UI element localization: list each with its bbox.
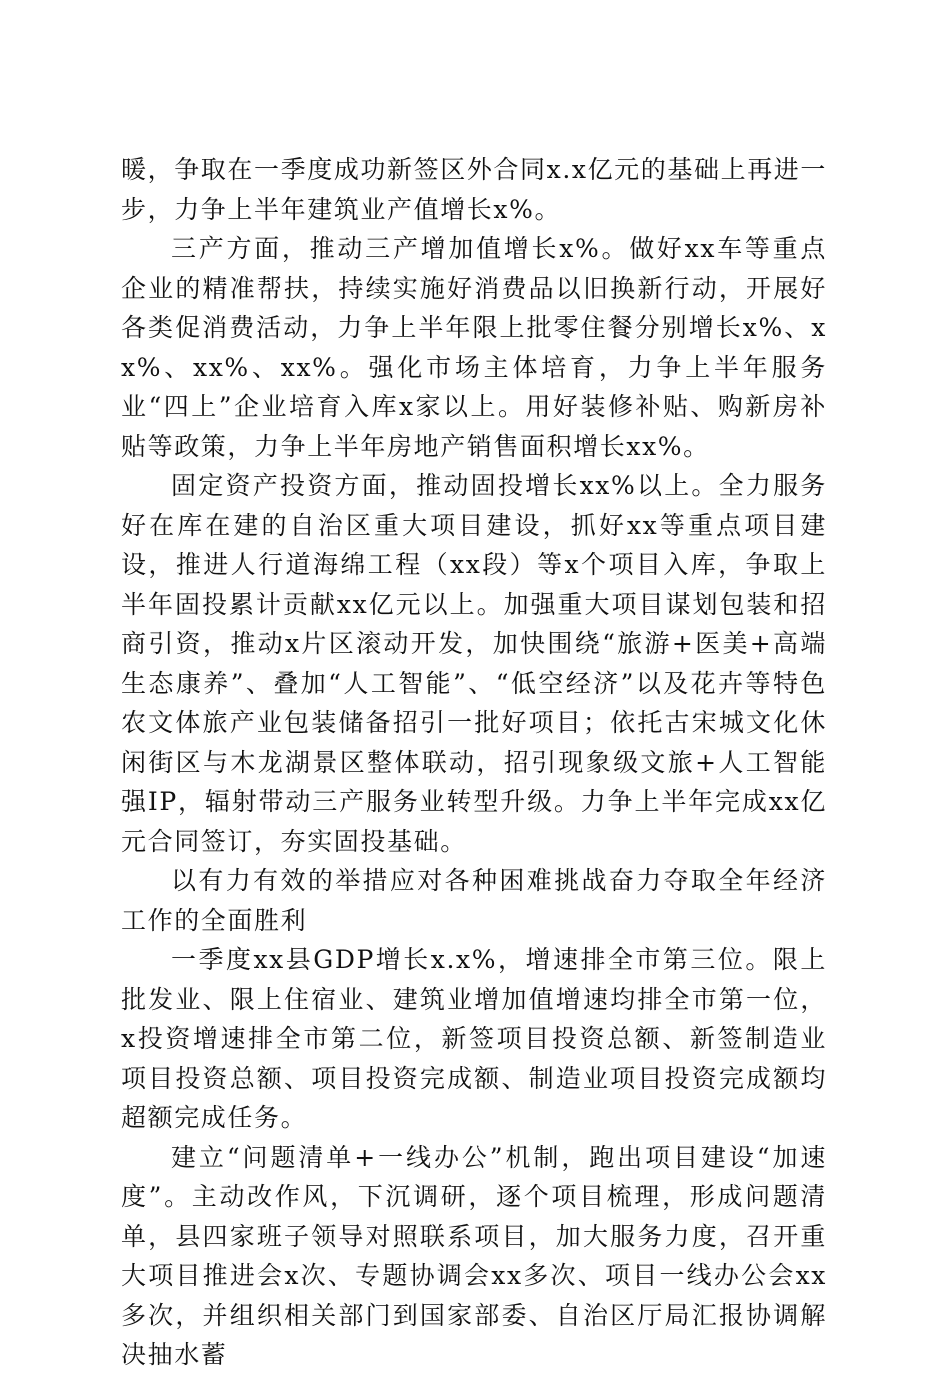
- paragraph-section-heading: 以有力有效的举措应对各种困难挑战奋力夺取全年经济工作的全面胜利: [121, 866, 827, 935]
- paragraph-first-quarter-gdp: 一季度xx县GDP增长x.x%，增速排全市第三位。限上批发业、限上住宿业、建筑业增加值增速均排全市第一位，x投资增速排全市第二位，新签项目投资总额、新签制造业项目投资总额、项目投资完成额、制造业项目投资完成额均超额完成任务。: [121, 945, 827, 1132]
- paragraph-continued-construction: 暖，争取在一季度成功新签区外合同x.x亿元的基础上再进一步，力争上半年建筑业产值增长x%。: [121, 155, 827, 224]
- paragraph-fixed-asset-investment: 固定资产投资方面，推动固投增长xx%以上。全力服务好在库在建的自治区重大项目建设，抓好xx等重点项目建设，推进人行道海绵工程（xx段）等x个项目入库，争取上半年固投累计贡献xx亿元以上。加强重大项目谋划包装和招商引资，推动x片区滚动开发，加快围绕“旅游+医美+高端生态康养”、叠加“人工智能”、“低空经济”以及花卉等特色农文体旅产业包装储备招引一批好项目；依托古宋城文化休闲街区与木龙湖景区整体联动，招引现象级文旅+人工智能强IP，辐射带动三产服务业转型升级。力争上半年完成xx亿元合同签订，夯实固投基础。: [121, 471, 827, 856]
- paragraph-problem-list-mechanism: 建立“问题清单+一线办公”机制，跑出项目建设“加速度”。主动改作风，下沉调研，逐个项目梳理，形成问题清单，县四家班子领导对照联系项目，加大服务力度，召开重大项目推进会x次、专题协调会xx多次、项目一线办公会xx多次，并组织相关部门到国家部委、自治区厅局汇报协调解决抽水蓄: [121, 1142, 827, 1369]
- paragraph-tertiary-industry: 三产方面，推动三产增加值增长x%。做好xx车等重点企业的精准帮扶，持续实施好消费品以旧换新行动，开展好各类促消费活动，力争上半年限上批零住餐分别增长x%、xx%、xx%、xx%。强化市场主体培育，力争上半年服务业“四上”企业培育入库x家以上。用好装修补贴、购新房补贴等政策，力争上半年房地产销售面积增长xx%。: [121, 234, 827, 461]
- document-body: [121, 150, 827, 1375]
